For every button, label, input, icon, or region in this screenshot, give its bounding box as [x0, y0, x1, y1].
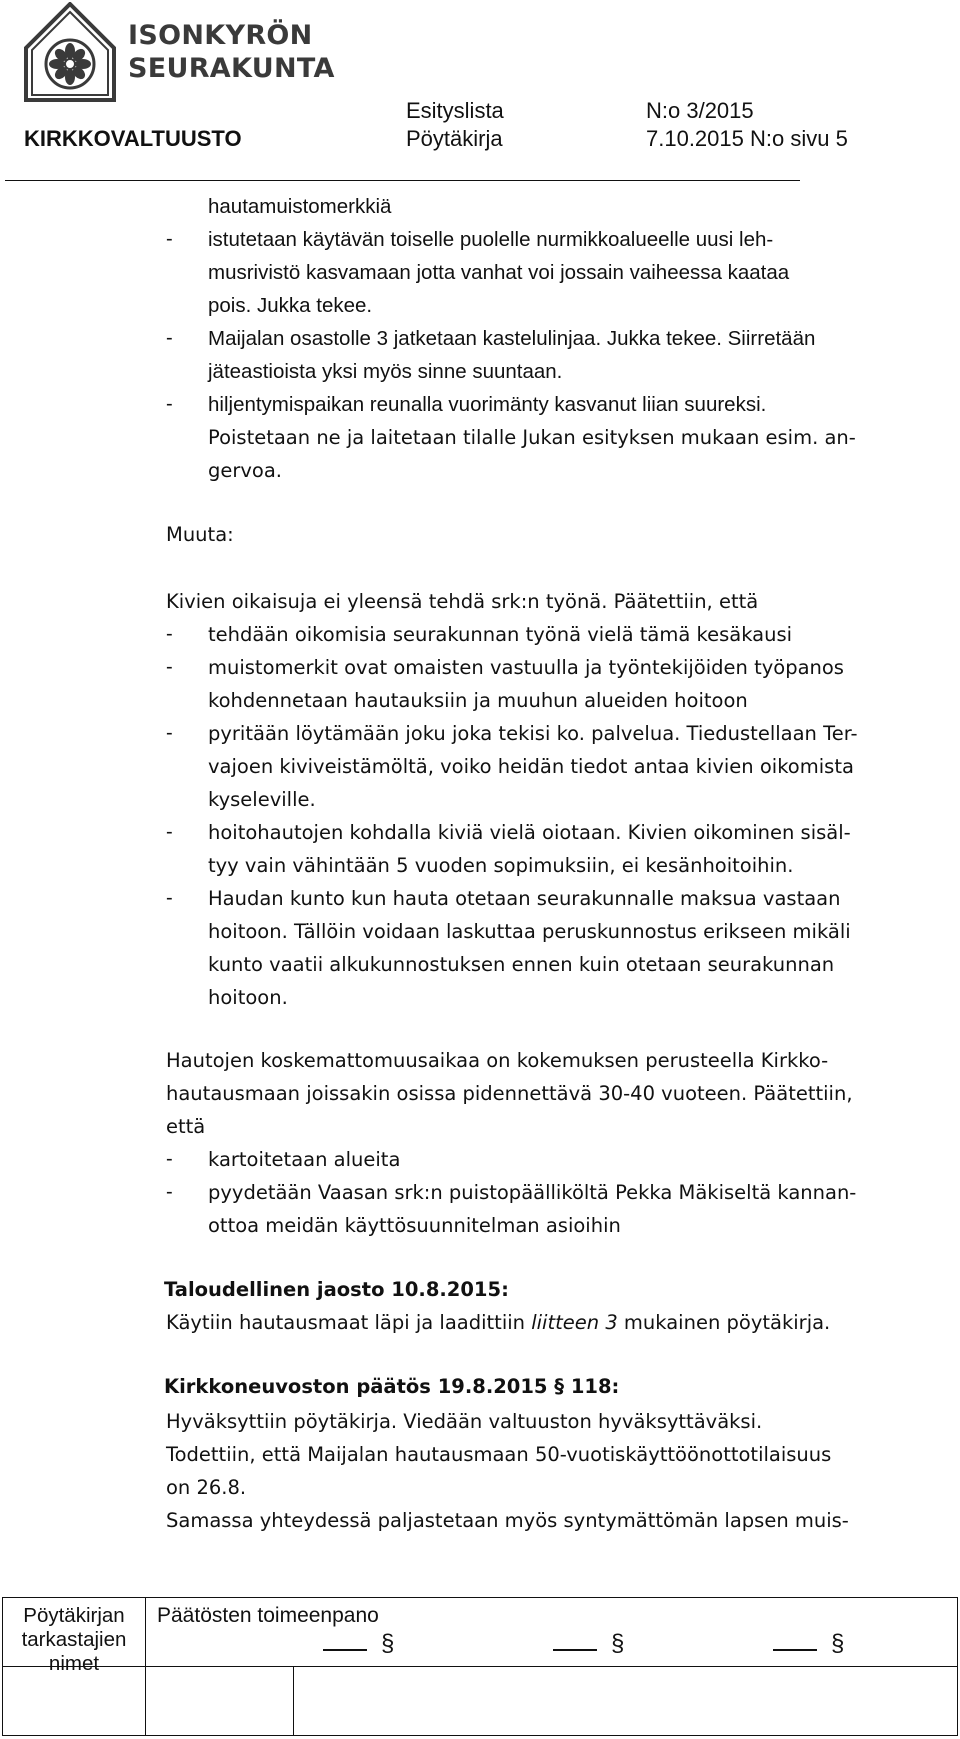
inspectors-label: Pöytäkirjan tarkastajien nimet	[21, 1604, 127, 1675]
kivien-intro: Kivien oikaisuja ei yleensä tehdä srk:n työnä. Päätettiin, että	[166, 590, 759, 613]
doc-number-agenda: N:o 3/2015	[646, 98, 754, 123]
list-item: kyseleville.	[208, 788, 316, 811]
list-item: Poistetaan ne ja laitetaan tilalle Jukan esityksen mukaan esim. an-	[208, 426, 856, 449]
paragraph-slot: §	[323, 1630, 394, 1658]
list-dash: -	[166, 228, 173, 250]
list-item: musrivistö kasvamaan jotta vanhat voi jossain vaiheessa kaataa	[208, 261, 790, 284]
implementation-title: Päätösten toimeenpano	[157, 1604, 379, 1627]
list-item: kohdennetaan hautauksiin ja muuhun alueiden hoitoon	[208, 689, 748, 712]
paragraph-line: Hautojen koskemattomuusaikaa on kokemuksen perusteella Kirkko-	[166, 1049, 829, 1072]
list-item: hautamuistomerkkiä	[208, 195, 392, 218]
doc-type-agenda: Esityslista	[406, 98, 504, 123]
list-item: pyritään löytämään joku joka tekisi ko. palvelua. Tiedustellaan Ter-	[208, 722, 858, 745]
list-item: Haudan kunto kun hauta otetaan seurakunnalle maksua vastaan	[208, 887, 841, 910]
table-divider	[3, 1666, 957, 1667]
list-item: pois. Jukka tekee.	[208, 294, 373, 317]
list-dash: -	[166, 1181, 173, 1203]
signature-table	[2, 1597, 958, 1736]
list-dash: -	[166, 327, 173, 349]
muuta-heading: Muuta:	[166, 523, 234, 546]
list-item: kartoitetaan alueita	[208, 1148, 401, 1171]
list-item: kunto vaatii alkukunnostuksen ennen kuin otetaan seurakunnan	[208, 953, 835, 976]
section-heading-council-decision: Kirkkoneuvoston päätös 19.8.2015 § 118:	[164, 1375, 620, 1398]
table-divider	[293, 1666, 294, 1735]
doc-number-minutes: 7.10.2015 N:o sivu 5	[646, 126, 848, 151]
list-item: tyy vain vähintään 5 vuoden sopimuksiin, ei kesänhoitoihin.	[208, 854, 794, 877]
list-item: Maijalan osastolle 3 jatketaan kastelulinjaa. Jukka tekee. Siirretään	[208, 327, 816, 350]
list-item: pyydetään Vaasan srk:n puistopäälliköltä Pekka Mäkiseltä kannan-	[208, 1181, 857, 1204]
appendix-reference: liitteen 3	[531, 1311, 618, 1334]
parish-logo-icon	[22, 2, 118, 104]
paragraph-line: Samassa yhteydessä paljastetaan myös syntymättömän lapsen muis-	[166, 1509, 849, 1532]
list-item: tehdään oikomisia seurakunnan työnä vielä tämä kesäkausi	[208, 623, 793, 646]
section-heading-finance: Taloudellinen jaosto 10.8.2015:	[164, 1278, 509, 1301]
doc-type-minutes: Pöytäkirja	[406, 126, 503, 151]
paragraph-line: hautausmaan joissakin osissa pidennettävä 30-40 vuoteen. Päätettiin,	[166, 1082, 853, 1105]
list-item: jäteastioista yksi myös sinne suuntaan.	[208, 360, 563, 383]
list-dash: -	[166, 656, 173, 678]
paragraph-slot: §	[553, 1630, 624, 1658]
list-dash: -	[166, 821, 173, 843]
list-item: hoitoon. Tällöin voidaan laskuttaa peruskunnostus erikseen mikäli	[208, 920, 851, 943]
list-dash: -	[166, 623, 173, 645]
list-dash: -	[166, 1148, 173, 1170]
council-name: KIRKKOVALTUUSTO	[24, 126, 242, 151]
paragraph-line: on 26.8.	[166, 1476, 247, 1499]
list-dash: -	[166, 887, 173, 909]
list-item: istutetaan käytävän toiselle puolelle nurmikkoalueelle uusi leh-	[208, 228, 774, 251]
finance-text: Käytiin hautausmaat läpi ja laadittiin liitteen 3 mukainen pöytäkirja.	[166, 1311, 831, 1334]
list-item: hoitohautojen kohdalla kiviä vielä oiotaan. Kivien oikominen sisäl-	[208, 821, 851, 844]
list-dash: -	[166, 722, 173, 744]
paragraph-line: Hyväksyttiin pöytäkirja. Viedään valtuuston hyväksyttäväksi.	[166, 1410, 763, 1433]
paragraph-line: että	[166, 1115, 206, 1138]
list-item: muistomerkit ovat omaisten vastuulla ja työntekijöiden työpanos	[208, 656, 844, 679]
header-rule	[5, 180, 800, 181]
list-dash: -	[166, 393, 173, 415]
list-item: gervoa.	[208, 459, 283, 482]
paragraph-slot: §	[773, 1630, 844, 1658]
org-name-line1: ISONKYRÖN	[128, 20, 313, 51]
list-item: hiljentymispaikan reunalla vuorimänty kasvanut liian suureksi.	[208, 393, 767, 416]
list-item: hoitoon.	[208, 986, 288, 1009]
paragraph-line: Todettiin, että Maijalan hautausmaan 50-vuotiskäyttöönottotilaisuus	[166, 1443, 832, 1466]
list-item: vajoen kiviveistämöltä, voiko heidän tiedot antaa kivien oikomista	[208, 755, 854, 778]
list-item: ottoa meidän käyttösuunnitelman asioihin	[208, 1214, 621, 1237]
org-name-line2: SEURAKUNTA	[128, 53, 335, 84]
